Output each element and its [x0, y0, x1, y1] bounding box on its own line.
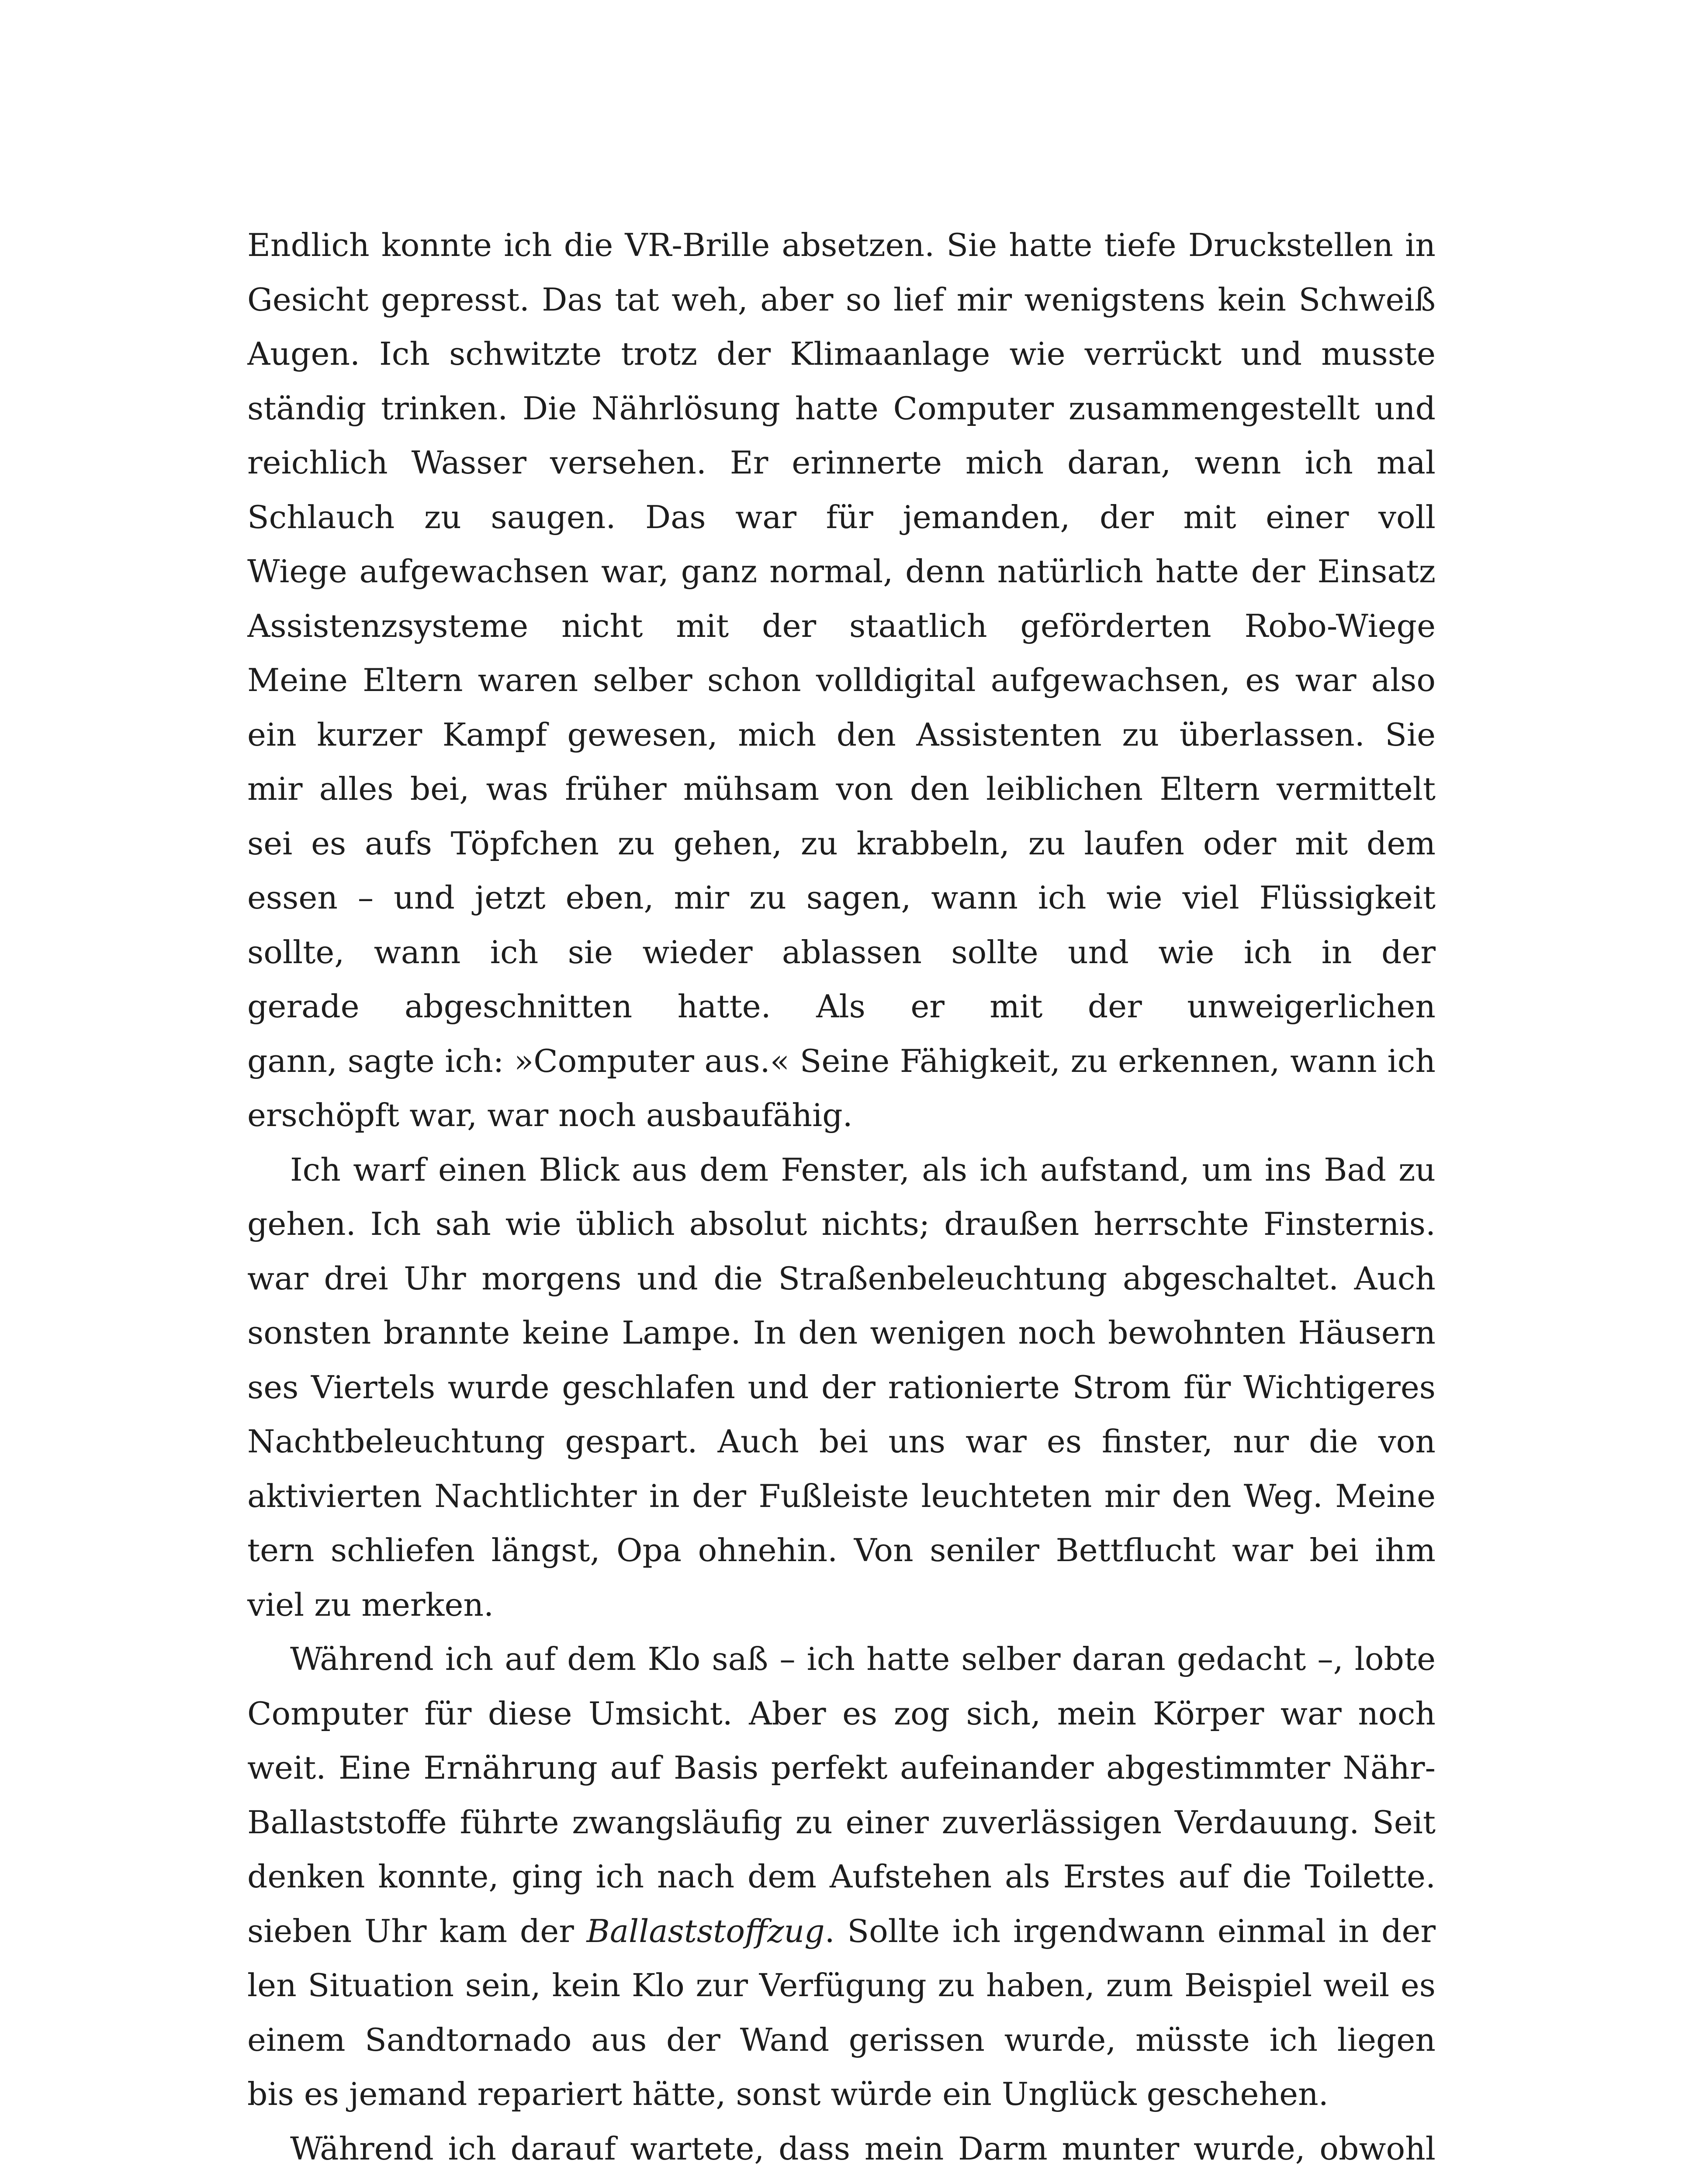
text-line: Während ich darauf wartete, dass mein Darm munter wurde, obwohl	[290, 2130, 1436, 2167]
text-line: denken konnte, ging ich nach dem Aufstehen als Erstes auf die Toilette.	[247, 1859, 1436, 1895]
body-text	[247, 218, 1436, 2184]
text-line: aktivierten Nachtlichter in der Fußleiste leuchteten mir den Weg. Meine	[247, 1478, 1436, 1515]
text-line	[247, 2176, 1436, 2184]
text-line: sei es aufs Töpfchen zu gehen, zu krabbeln, zu laufen oder mit dem	[247, 825, 1436, 862]
text-segment: . Sollte ich irgendwann einmal in der	[824, 1913, 1436, 1950]
text-line: ständig trinken. Die Nährlösung hatte Computer zusammengestellt und	[247, 390, 1436, 427]
text-line: erschöpft war, war noch ausbaufähig.	[247, 1097, 853, 1134]
text-line: viel zu merken.	[247, 1586, 494, 1624]
text-line: Schlauch zu saugen. Das war für jemanden, der mit einer voll	[247, 499, 1436, 536]
text-line: bis es jemand repariert hätte, sonst würde ein Unglück geschehen.	[247, 2076, 1329, 2113]
text-line: tern schliefen längst, Opa ohnehin. Von seniler Bettflucht war bei ihm	[247, 1532, 1436, 1569]
text-line: einem Sandtornado aus der Wand gerissen wurde, müsste ich liegen	[247, 2022, 1436, 2059]
text-line: Wiege aufgewachsen war, ganz normal, denn natürlich hatte der Einsatz	[247, 553, 1436, 590]
text-line: weit. Eine Ernährung auf Basis perfekt aufeinander abgestimmter Nähr-	[247, 1750, 1436, 1787]
paragraph-3	[247, 1632, 1436, 2122]
text-line: mir alles bei, was früher mühsam von den leiblichen Eltern vermittelt	[247, 771, 1436, 808]
text-line: sollte, wann ich sie wieder ablassen sollte und wie ich in der	[247, 934, 1436, 971]
text-line: gehen. Ich sah wie üblich absolut nichts; draußen herrschte Finsternis.	[247, 1206, 1436, 1243]
text-segment: Situation sein, kein Klo zur Verfügung zu haben, zum Beispiel weil es	[308, 1967, 1436, 2004]
paragraph-1	[247, 218, 1436, 1143]
text-line: sonsten brannte keine Lampe. In den wenigen noch bewohnten Häusern	[247, 1315, 1436, 1351]
text-line: ein kurzer Kampf gewesen, mich den Assistenten zu überlassen. Sie	[247, 716, 1436, 753]
text-line: essen – und jetzt eben, mir zu sagen, wann ich wie viel Flüssigkeit	[247, 880, 1436, 916]
text-line: Assistenzsysteme nicht mit der staatlich geförderten Robo-Wiege	[247, 608, 1436, 645]
paragraph-4	[247, 2122, 1436, 2184]
text-line: Während ich auf dem Klo saß – ich hatte selber daran gedacht –, lobte	[290, 1641, 1436, 1678]
text-line: Gesicht gepresst. Das tat weh, aber so lief mir wenigstens kein Schweiß	[247, 281, 1436, 318]
text-line: reichlich Wasser versehen. Er erinnerte mich daran, wenn ich mal	[247, 445, 1436, 481]
text-line: Meine Eltern waren selber schon volldigital aufgewachsen, es war also	[247, 662, 1436, 699]
text-line: Ich warf einen Blick aus dem Fenster, als ich aufstand, um ins Bad zu	[290, 1151, 1436, 1189]
paragraph-2	[247, 1143, 1436, 1633]
text-line: Nachtbeleuchtung gespart. Auch bei uns war es finster, nur die von	[247, 1424, 1436, 1460]
text-line-with-italic	[247, 1904, 1436, 1959]
text-line: Ballaststoffe führte zwangsläufig zu einer zuverlässigen Verdauung. Seit	[247, 1804, 1436, 1841]
text-line: war drei Uhr morgens und die Straßenbeleuchtung abgeschaltet. Auch	[247, 1260, 1436, 1297]
italic-term: Ballaststoffzug	[586, 1913, 825, 1950]
text-line: gann, sagte ich: »Computer aus.« Seine Fähigkeit, zu erkennen, wann ich	[247, 1043, 1436, 1080]
text-line: Endlich konnte ich die VR-Brille absetzen. Sie hatte tiefe Druckstellen in	[247, 227, 1436, 264]
text-segment: sieben Uhr kam der	[247, 1913, 587, 1950]
text-line: gerade abgeschnitten hatte. Als er mit der unweigerlichen	[247, 988, 1436, 1025]
text-line: ses Viertels wurde geschlafen und der rationierte Strom für Wichtigeres	[247, 1369, 1436, 1406]
text-line	[247, 1959, 1436, 2013]
text-line: Augen. Ich schwitzte trotz der Klimaanlage wie verrückt und musste	[247, 336, 1436, 373]
text-segment: len	[247, 1967, 308, 2004]
text-line: Computer für diese Umsicht. Aber es zog sich, mein Körper war noch	[247, 1695, 1436, 1732]
